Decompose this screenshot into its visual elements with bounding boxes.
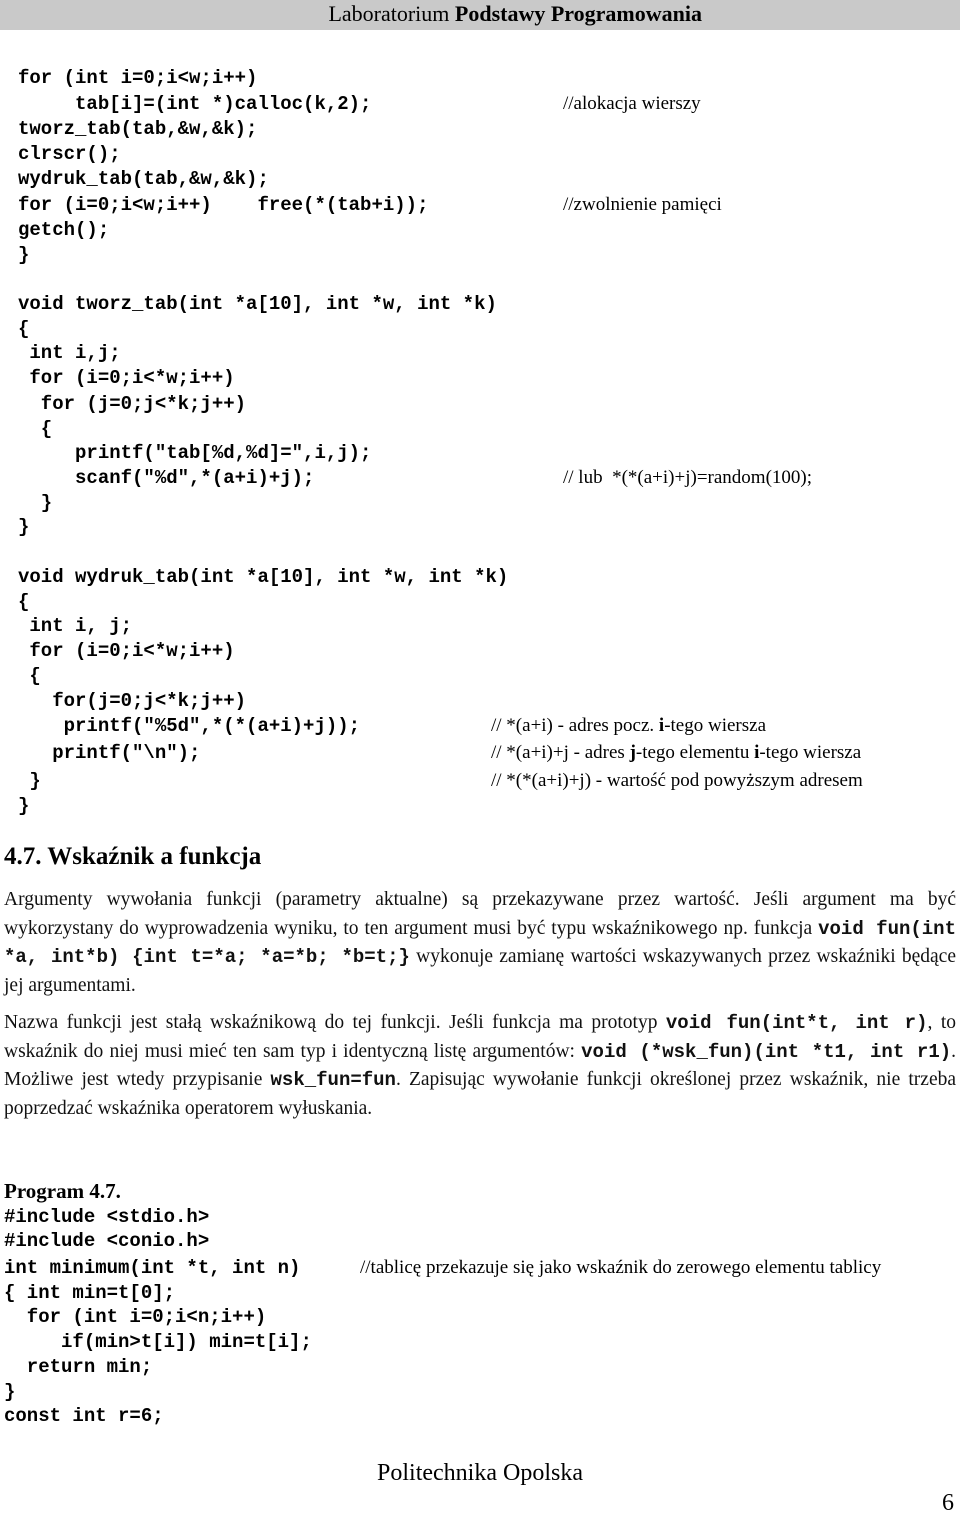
code-line: wydruk_tab(tab,&w,&k); [18,168,269,190]
header-title-plain: Laboratorium [328,1,455,26]
inline-code: void (*wsk_fun)(int *t1, int r1) [581,1040,952,1063]
program-title: Program 4.7. [4,1179,121,1203]
code-line: printf("\n"); [18,742,201,764]
code-line: } [18,244,30,266]
code-line: int i,j; [18,342,121,364]
code-line: } [18,492,53,514]
code-line: } [18,795,30,817]
code-line: getch(); [18,219,110,241]
comment-text: -tego elementu [635,742,755,763]
section-title: 4.7. Wskaźnik a funkcja [4,843,262,870]
code-line: #include <stdio.h> [4,1206,210,1228]
code-line: printf("tab[%d,%d]=",i,j); [18,442,372,464]
code-line: tworz_tab(tab,&w,&k); [18,118,258,140]
code-line: } [18,770,41,792]
comment-text: // *(a+i) - adres pocz. [491,715,659,736]
paragraph-arguments [4,886,956,1000]
code-line: for (int i=0;i<n;i++) [4,1306,267,1328]
header-title [328,1,702,27]
code-comment [491,714,766,738]
code-line: for (j=0;j<*k;j++) [18,393,247,415]
code-line: printf("%5d",*(*(a+i)+j)); [18,715,361,737]
paragraph-text: , to wskaźnik do niej musi mieć ten sam typ i identyczną listę argumentów: [4,1012,956,1062]
code-comment: // *(*(a+i)+j) - wartość pod powyższym adresem [491,770,863,791]
comment-text: -tego wiersza [759,742,862,763]
code-comment: //zwolnienie pamięci [563,194,722,215]
inline-code: wsk_fun=fun [270,1069,396,1091]
code-line: return min; [4,1356,153,1378]
code-line: for (i=0;i<*w;i++) [18,640,235,662]
code-line: int minimum(int *t, int n) [4,1257,301,1279]
paragraph-function-pointer [4,1009,956,1123]
page-number: 6 [942,1490,954,1516]
code-comment: //tablicę przekazuje się jako wskaźnik do zerowego elementu tablicy [360,1257,882,1278]
comment-bold: i [658,715,665,736]
page-footer: Politechnika Opolska [377,1460,583,1486]
code-line: void wydruk_tab(int *a[10], int *w, int *k) [18,566,509,588]
code-line: void tworz_tab(int *a[10], int *w, int *k) [18,293,497,315]
inline-code: void fun(int*t, int r) [665,1012,928,1034]
code-line: for (int i=0;i<w;i++) [18,67,258,89]
code-comment [491,741,861,765]
code-line: { [18,318,30,340]
code-line: clrscr(); [18,143,121,165]
paragraph-text: Argumenty wywołania funkcji (parametry aktualne) są przekazywane przez wartość. Jeśli argument ma być wykorzystany do wyprowadzenia wyniku, to ten argument musi być typu wskaźnikowego np. funkcja [4,889,956,939]
code-line: for(j=0;j<*k;j++) [18,690,247,712]
code-line: const int r=6; [4,1405,164,1427]
code-line: tab[i]=(int *)calloc(k,2); [18,93,372,115]
page-header [0,0,960,30]
comment-bold: j [629,742,636,763]
code-comment: //alokacja wierszy [563,93,701,114]
paragraph-text: Nazwa funkcji jest stałą wskaźnikową do tej funkcji. Jeśli funkcja ma prototyp [4,1012,666,1033]
paragraph-text: . Możliwe jest wtedy przypisanie [4,1040,956,1090]
code-line: #include <conio.h> [4,1230,210,1252]
inline-code: void fun(int *a, int*b) {int t=*a; *a=*b; *b=t;} [4,917,956,968]
header-title-bold: Podstawy Programowania [454,1,702,26]
code-line: } [4,1381,16,1403]
paragraph-text: wykonuje zamianę wartości wskazywanych przez wskaźniki będące jej argumentami. [4,946,956,996]
comment-bold: i [754,742,760,763]
code-line: scanf("%d",*(a+i)+j); [18,467,315,489]
code-line: } [18,516,30,538]
code-line: if(min>t[i]) min=t[i]; [4,1331,312,1353]
code-line: { [18,591,30,613]
code-line: { int min=t[0]; [4,1282,176,1304]
code-line: { [18,665,41,687]
comment-text: // *(a+i)+j - adres [491,742,630,763]
code-line: { [18,418,53,440]
code-line: for (i=0;i<*w;i++) [18,367,235,389]
code-line: int i, j; [18,615,133,637]
code-line: for (i=0;i<w;i++) free(*(tab+i)); [18,194,429,216]
paragraph-text: . Zapisując wywołanie funkcji określonej przez wskaźnik, nie trzeba poprzedzać wskaźnika operatorem wyłuskania. [4,1069,956,1119]
comment-text: -tego wiersza [664,715,767,736]
code-comment: // lub *(*(a+i)+j)=random(100); [563,467,813,488]
